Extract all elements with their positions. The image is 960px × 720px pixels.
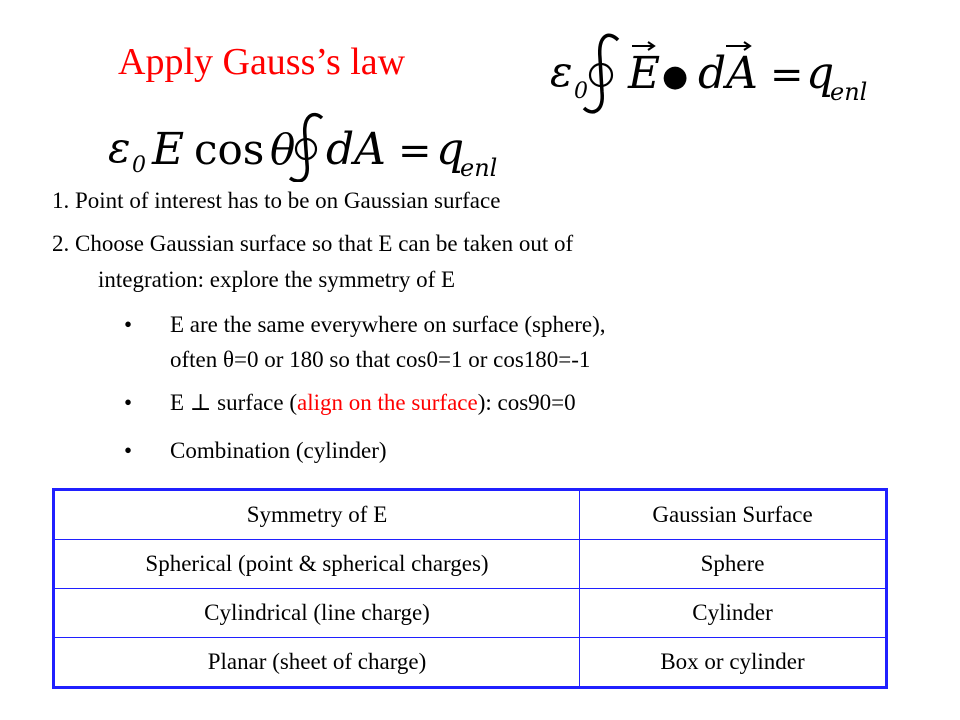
field-e: E: [628, 48, 661, 99]
bullet-2-highlight: align on the surface: [296, 390, 478, 415]
step-2-line-2: integration: explore the symmetry of E: [98, 267, 456, 292]
table-cell: Sphere: [580, 540, 887, 589]
epsilon-symbol: ε: [108, 123, 131, 172]
flux-equation: [108, 112, 508, 182]
step-1: 1. Point of interest has to be on Gaussian surface: [52, 188, 501, 213]
slide-title: Apply Gauss’s law: [118, 41, 406, 83]
table-row: [54, 540, 887, 589]
symmetry-table: [52, 488, 888, 689]
area-element: dA: [326, 124, 386, 175]
table-cell: Planar (sheet of charge): [54, 638, 580, 688]
bullet-2-suffix: ): cos90=0: [477, 390, 576, 415]
table-row: [54, 589, 887, 638]
bullet-marker: •: [124, 390, 133, 415]
table-header-row: [54, 490, 887, 540]
dot-operator: ●: [662, 59, 689, 94]
equals-sign: =: [398, 128, 432, 174]
charge-subscript: enl: [460, 154, 498, 182]
charge-subscript: enl: [830, 78, 868, 106]
table-cell: Box or cylinder: [580, 638, 887, 688]
header-surface: Gaussian Surface: [580, 490, 887, 540]
epsilon-subscript: 0: [574, 79, 588, 104]
table-cell: Cylindrical (line charge): [54, 589, 580, 638]
charge-q: q: [436, 124, 465, 175]
bullet-marker: •: [124, 312, 133, 337]
table-row: [54, 638, 887, 688]
bullet-3: Combination (cylinder): [170, 438, 387, 463]
cos-text: cos: [194, 125, 265, 174]
area-element: dA: [698, 48, 758, 99]
epsilon-symbol: ε: [550, 47, 573, 96]
charge-q: q: [806, 48, 835, 99]
bullet-1-line-1: E are the same everywhere on surface (sphere),: [170, 312, 606, 337]
equals-sign: =: [770, 52, 804, 98]
header-symmetry: Symmetry of E: [54, 490, 580, 540]
theta-symbol: θ: [270, 125, 296, 174]
table-cell: Spherical (point & spherical charges): [54, 540, 580, 589]
step-2-line-1: 2. Choose Gaussian surface so that E can be taken out of: [52, 231, 574, 256]
field-e: E: [152, 124, 185, 175]
bullet-2-prefix: E ⊥ surface (: [170, 390, 297, 415]
gauss-law-equation: [548, 28, 878, 118]
epsilon-subscript: 0: [132, 153, 146, 178]
bullet-1-line-2: often θ=0 or 180 so that cos0=1 or cos180=-1: [170, 347, 591, 372]
bullet-2: [170, 388, 576, 418]
bullet-marker: •: [124, 438, 133, 463]
table-cell: Cylinder: [580, 589, 887, 638]
